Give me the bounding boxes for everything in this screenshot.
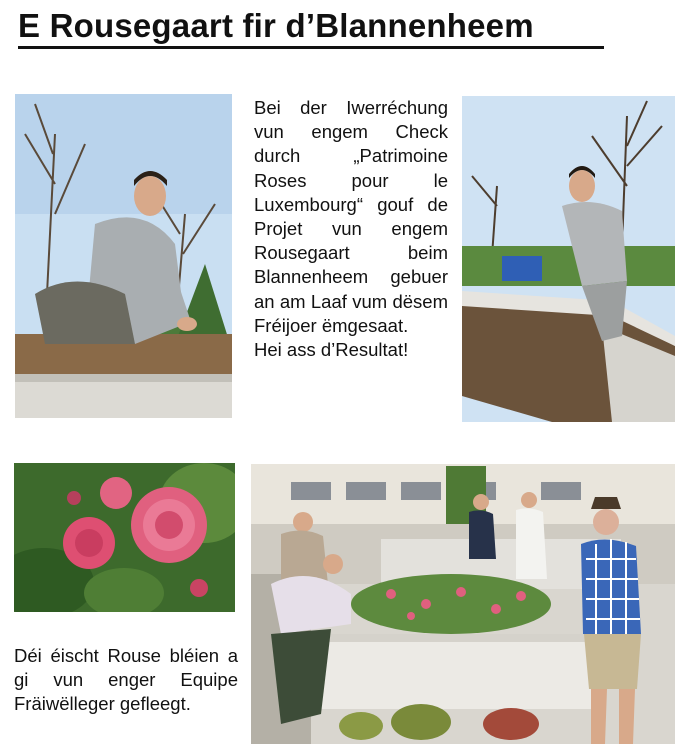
paragraph-end: Hei ass d’Resultat! xyxy=(254,339,409,361)
photo-caption: Déi éischt Rouse bléien a gi vun enger Equipe Fräiwëlleger gefleegt. xyxy=(14,645,238,715)
photo-man-kneeling-planting xyxy=(15,94,232,418)
photo-man-at-raised-bed xyxy=(462,96,675,422)
article-paragraph xyxy=(254,96,448,362)
article-title: E Rousegaart fir d’Blannenheem xyxy=(18,6,604,49)
photo-volunteers-rose-garden xyxy=(251,464,675,744)
paragraph-body: Bei der Iwerréchung vun engem Check durch „Patrimoine Roses pour le Luxembourg“ gouf de Projet vun engem Rousegaart beim Blannenheem gebuer an am Laaf vum dësem Fréijoer ëmgesaat. xyxy=(254,97,448,336)
photo-pink-roses xyxy=(14,463,235,612)
